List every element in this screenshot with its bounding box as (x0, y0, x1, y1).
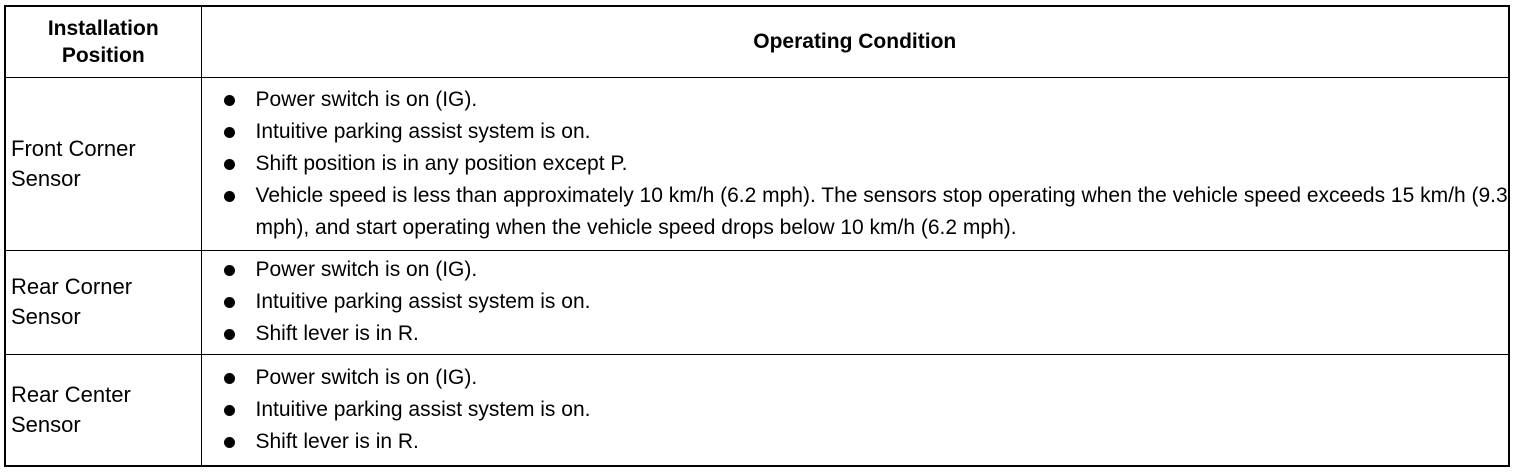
condition-text: Power switch is on (IG). (255, 366, 478, 389)
position-line2: Sensor (11, 165, 81, 191)
condition-list (222, 254, 1509, 350)
table-row (6, 355, 1508, 466)
header-operating-condition: Operating Condition (201, 7, 1508, 77)
position-cell (6, 250, 201, 354)
header-position-line2: Position (61, 43, 145, 67)
condition-text: Intuitive parking assist system is on. (255, 119, 591, 143)
condition-item (222, 394, 1509, 426)
condition-text: Shift lever is in R. (255, 322, 419, 346)
bullet-icon (224, 127, 235, 138)
table-row (6, 77, 1508, 250)
bullet-icon (224, 373, 235, 384)
position-line2: Sensor (11, 304, 81, 330)
condition-item (222, 180, 1509, 244)
condition-text: Power switch is on (IG). (255, 87, 478, 111)
bullet-icon (224, 297, 235, 308)
position-line1: Rear Center (11, 382, 131, 407)
condition-text: Intuitive parking assist system is on. (255, 398, 591, 421)
position-cell (6, 77, 201, 250)
bullet-icon (224, 95, 235, 106)
condition-item (222, 116, 1509, 148)
operating-condition-table-frame (4, 5, 1510, 467)
bullet-icon (224, 405, 235, 416)
condition-item (222, 148, 1509, 180)
bullet-icon (224, 265, 235, 276)
table-row (6, 250, 1508, 354)
table-header-row (6, 7, 1508, 77)
condition-item (222, 84, 1509, 116)
condition-item (222, 254, 1509, 286)
bullet-icon (224, 191, 235, 202)
position-line2: Sensor (11, 412, 81, 437)
condition-text: Shift lever is in R. (255, 430, 419, 453)
bullet-icon (224, 159, 235, 170)
condition-cell (201, 250, 1508, 354)
position-line1: Front Corner (11, 135, 136, 161)
condition-text: Intuitive parking assist system is on. (255, 290, 591, 314)
condition-item (222, 318, 1509, 350)
bullet-icon (224, 437, 235, 448)
condition-item (222, 362, 1509, 394)
condition-item (222, 286, 1509, 318)
condition-cell (201, 77, 1508, 250)
position-line1: Rear Corner (11, 274, 133, 300)
condition-text: Vehicle speed is less than approximately 10 km/h (6.2 mph). The sensors stop operating when the vehicle speed exceeds 15 km/h (9.3 mph), and start operating when the vehicle speed drops below 10 km/h (6.2 mph). (255, 183, 1508, 239)
condition-item (222, 426, 1509, 458)
condition-cell (201, 355, 1508, 466)
header-position-line1: Installation (47, 16, 159, 40)
operating-condition-table (6, 7, 1508, 465)
condition-text: Power switch is on (IG). (255, 258, 478, 282)
condition-text: Shift position is in any position except P. (255, 151, 628, 175)
condition-list (222, 84, 1509, 244)
position-cell (6, 355, 201, 466)
header-installation-position (6, 7, 201, 77)
bullet-icon (224, 329, 235, 340)
condition-list (222, 362, 1509, 458)
